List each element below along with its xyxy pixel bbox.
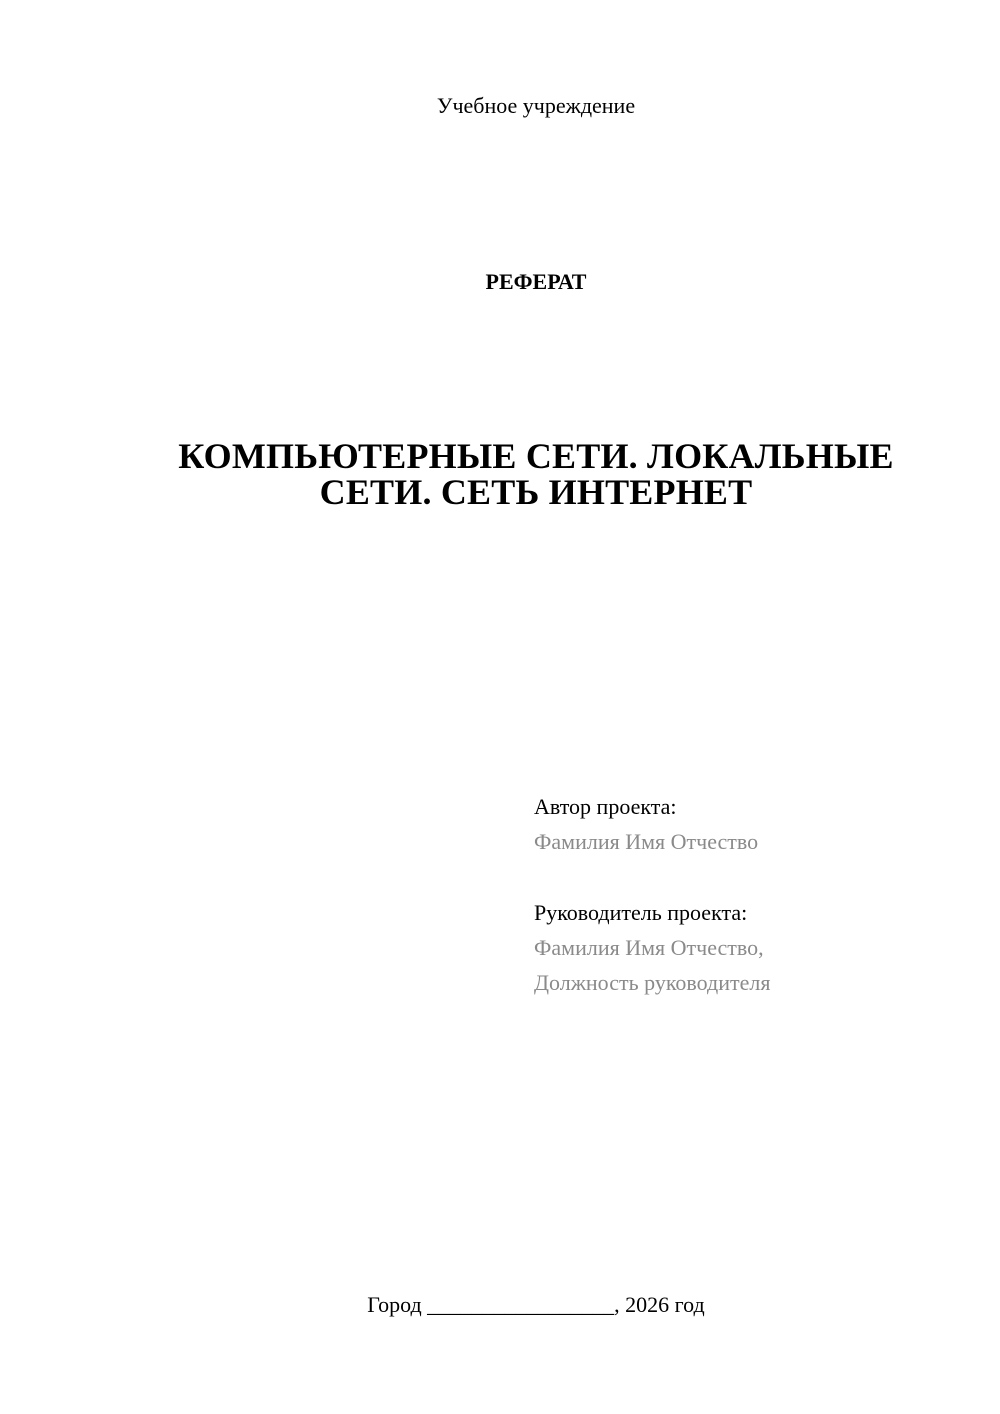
document-type: РЕФЕРАТ xyxy=(485,269,587,294)
author-label: Автор проекта: xyxy=(534,794,677,819)
supervisor-name: Фамилия Имя Отчество, xyxy=(534,935,764,960)
credits-block xyxy=(534,789,974,1000)
document-title xyxy=(150,438,922,510)
document-title-line-2: СЕТИ. СЕТЬ ИНТЕРНЕТ xyxy=(319,472,753,512)
supervisor-position: Должность руководителя xyxy=(534,970,771,995)
credits-spacer xyxy=(534,859,974,895)
document-title-line-1: КОМПЬЮТЕРНЫЕ СЕТИ. ЛОКАЛЬНЫЕ xyxy=(178,436,894,476)
institution-name: Учебное учреждение xyxy=(436,93,636,118)
city-year-line: Город _________________, 2026 год xyxy=(367,1292,705,1317)
supervisor-label: Руководитель проекта: xyxy=(534,900,748,925)
author-name: Фамилия Имя Отчество xyxy=(534,829,759,854)
